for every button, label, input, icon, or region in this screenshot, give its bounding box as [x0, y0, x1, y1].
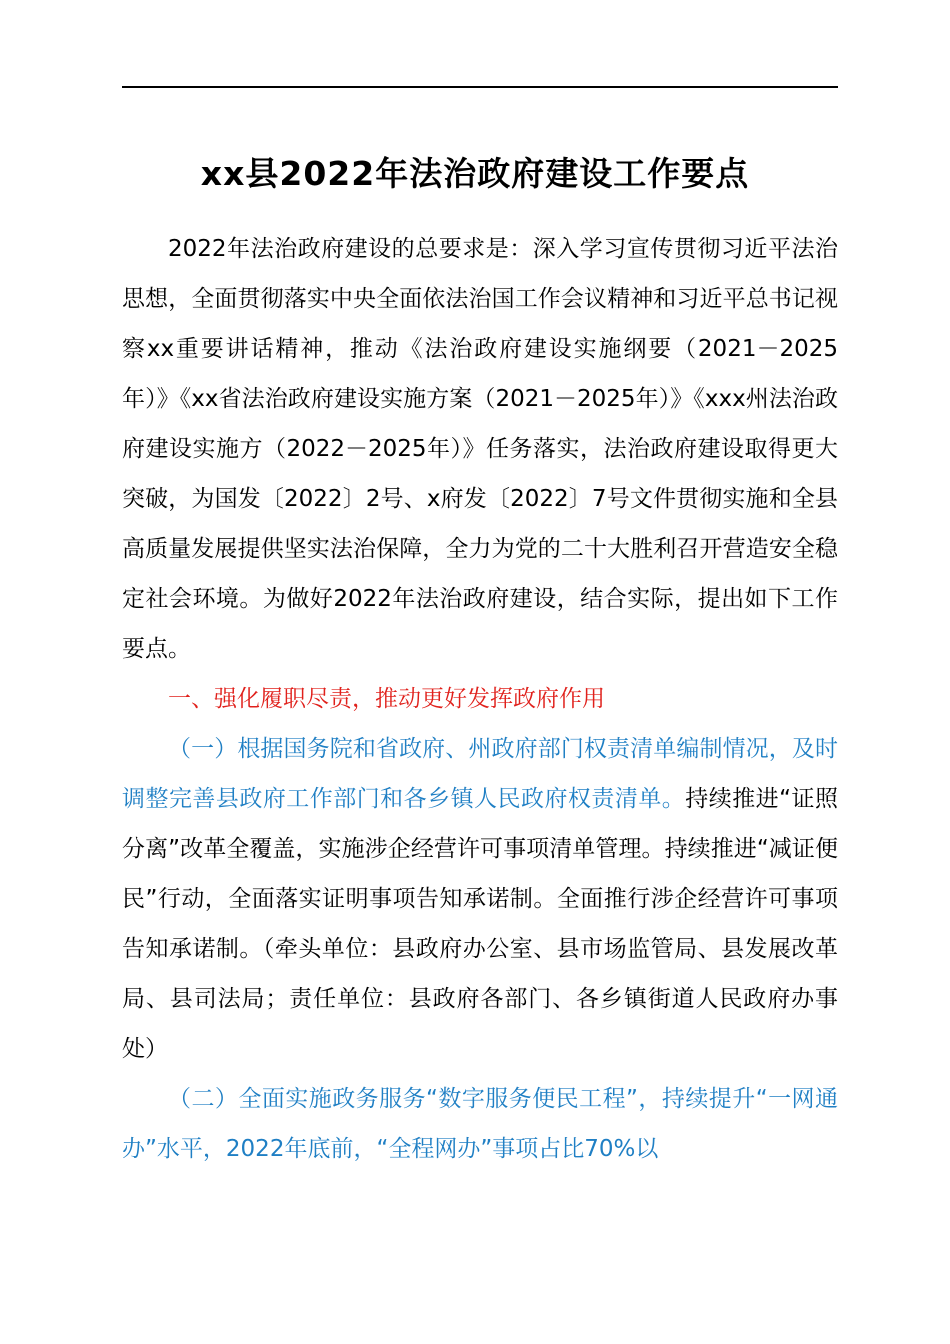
item-1-lead: （一）根据国务院和省政府、州政府部门权责清单编制情况，及时调整完善县政府工作部门和各乡镇人民政府权责清单。	[122, 736, 838, 812]
item-2-lead: （二）全面实施政务服务“数字服务便民工程”，持续提升“一网通办”水平，2022年底前，“全程网办”事项占比70%以	[122, 1086, 838, 1162]
document-title: xx县2022年法治政府建设工作要点	[200, 154, 750, 193]
header-rule	[122, 86, 838, 88]
item-1-body: 持续推进“证照分离”改革全覆盖，实施涉企经营许可事项清单管理。持续推进“减证便民”行动，全面落实证明事项告知承诺制。全面推行涉企经营许可事项告知承诺制。（牵头单位：县政府办公室、县市场监管局、县发展改革局、县司法局；责任单位：县政府各部门、各乡镇街道人民政府办事处）	[122, 786, 838, 1062]
intro-paragraph: 2022年法治政府建设的总要求是：深入学习宣传贯彻习近平法治思想，全面贯彻落实中央全面依法治国工作会议精神和习近平总书记视察xx重要讲话精神，推动《法治政府建设实施纲要（2021－2025年）》《xx省法治政府建设实施方案（2021－2025年）》《xxx州法治政府建设实施方（2022－2025年）》任务落实，法治政府建设取得更大突破，为国发〔2022〕2号、x府发〔2022〕7号文件贯彻实施和全县高质量发展提供坚实法治保障，全力为党的二十大胜利召开营造安全稳定社会环境。为做好2022年法治政府建设，结合实际，提出如下工作要点。	[122, 236, 838, 662]
item-1-paragraph	[122, 724, 838, 1074]
document-body	[122, 224, 838, 1174]
section-heading: 一、强化履职尽责，推动更好发挥政府作用	[168, 686, 605, 712]
